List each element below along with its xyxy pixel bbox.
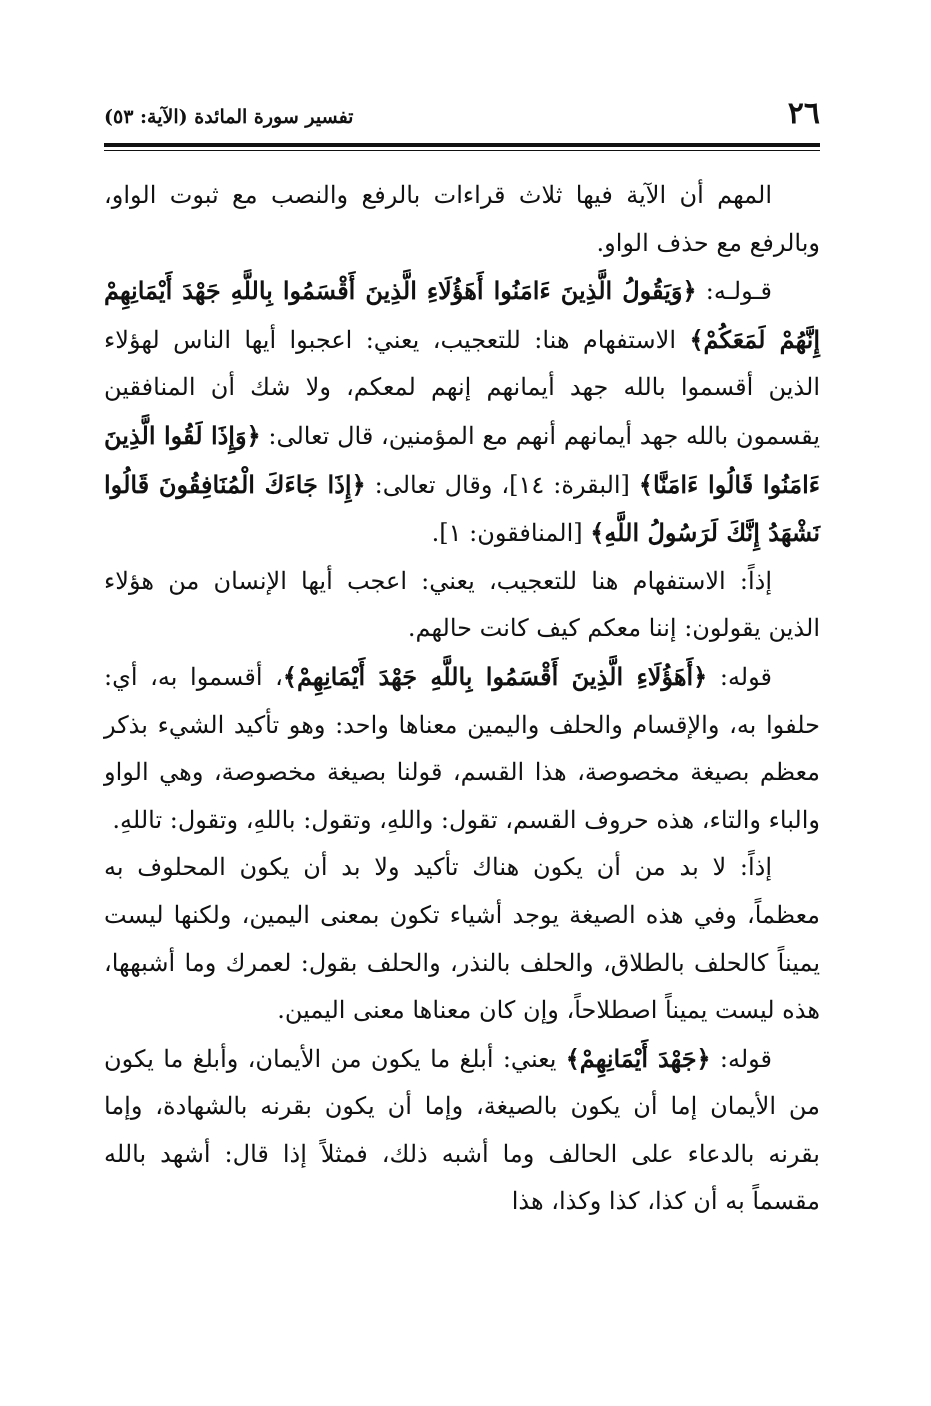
- paragraph-text: المهم أن الآية فيها ثلاث قراءات بالرفع والنصب مع ثبوت الواو، وبالرفع مع حذف الواو.: [104, 181, 820, 257]
- header-rule-thin: [104, 150, 820, 151]
- quran-verse: ﴿إِذَا جَاءَكَ الْمُنَافِقُونَ قَالُوا نَشْهَدُ إِنَّكَ لَرَسُولُ اللَّهِ﴾: [104, 469, 820, 548]
- paragraph-text: إذاً: لا بد من أن يكون هناك تأكيد ولا بد أن يكون المحلوف به معظماً، وفي هذه الصيغة يوجد أشياء تكون بمعنى اليمين، ولكنها ليست يميناً كالحلف بالطلاق، والحلف بالنذر، والحلف بقول: لعمرك وما أشبهها، هذه ليست يميناً اصطلاحاً، وإن كان معناها معنى اليمين.: [104, 853, 820, 1025]
- paragraph-1: [104, 172, 820, 267]
- quran-verse: ﴿جَهْدَ أَيْمَانِهِمْ﴾: [565, 1043, 711, 1073]
- running-title: تفسير سورة المائدة (الآية: ٥٣): [104, 106, 354, 128]
- verse-reference: [البقرة: ١٤]، وقال تعالى:: [365, 470, 639, 499]
- paragraph-5: [104, 844, 820, 1034]
- header-rule-thick: [104, 143, 820, 147]
- quran-verse: ﴿أَهَؤُلَاءِ الَّذِينَ أَقْسَمُوا بِاللَّهِ جَهْدَ أَيْمَانِهِمْ﴾: [282, 661, 708, 691]
- paragraph-2: [104, 267, 820, 558]
- page-number: ٢٦: [787, 96, 820, 131]
- quran-verse: ﴿وَإِذَا لَقُوا الَّذِينَ ءَامَنُوا قَالُوا ءَامَنَّا﴾: [104, 420, 821, 499]
- paragraph-intro: قـولـه:: [696, 277, 773, 306]
- paragraph-text: ، أقسموا به، أي: حلفوا به، والإقسام والحلف واليمين معناها واحد: وهو تأكيد الشيء بذكر معظم بصيغة مخصوصة، هذا القسم، قولنا بصيغة مخصوصة، وهي الواو والباء والتاء، هذه حروف القسم، تقول: واللهِ، وتقول: باللهِ، وتقول: تاللهِ.: [104, 662, 820, 834]
- quran-verse: ﴿وَيَقُولُ الَّذِينَ ءَامَنُوا أَهَؤُلَاءِ الَّذِينَ أَقْسَمُوا بِاللَّهِ جَهْدَ أَيْمَانِهِمْ إِنَّهُمْ لَمَعَكُمْ﴾: [104, 276, 821, 354]
- paragraph-6: [104, 1035, 820, 1226]
- paragraph-text: إذاً: الاستفهام هنا للتعجيب، يعني: اعجب أيها الإنسان من هؤلاء الذين يقولون: إننا معكم كيف كانت حالهم.: [104, 566, 820, 643]
- body-text: [104, 172, 820, 1226]
- paragraph-3: [104, 558, 820, 653]
- paragraph-text: الاستفهام هنا: للتعجيب، يعني: اعجبوا أيها الناس لهؤلاء الذين أقسموا بالله جهد أيمانهم إنهم لمعكم، ولا شك أن المنافقين يقسمون بالله جهد أيمانهم أنهم مع المؤمنين، قال تعالى:: [104, 325, 821, 450]
- paragraph-intro: قوله:: [707, 662, 772, 691]
- verse-reference: [المنافقون: ١].: [431, 519, 591, 548]
- page-header: [104, 96, 820, 144]
- paragraph-intro: قوله:: [710, 1044, 772, 1073]
- paragraph-4: [104, 653, 820, 844]
- paragraph-text: يعني: أبلغ ما يكون من الأيمان، وأبلغ ما يكون من الأيمان إما أن يكون بالصيغة، وإما أن يكون بقرنه بالشهادة، وإما بقرنه بالدعاء على الحالف وما أشبه ذلك، فمثلاً إذا قال: أشهد بالله مقسماً به أن كذا، كذا وكذا، هذا: [104, 1044, 820, 1216]
